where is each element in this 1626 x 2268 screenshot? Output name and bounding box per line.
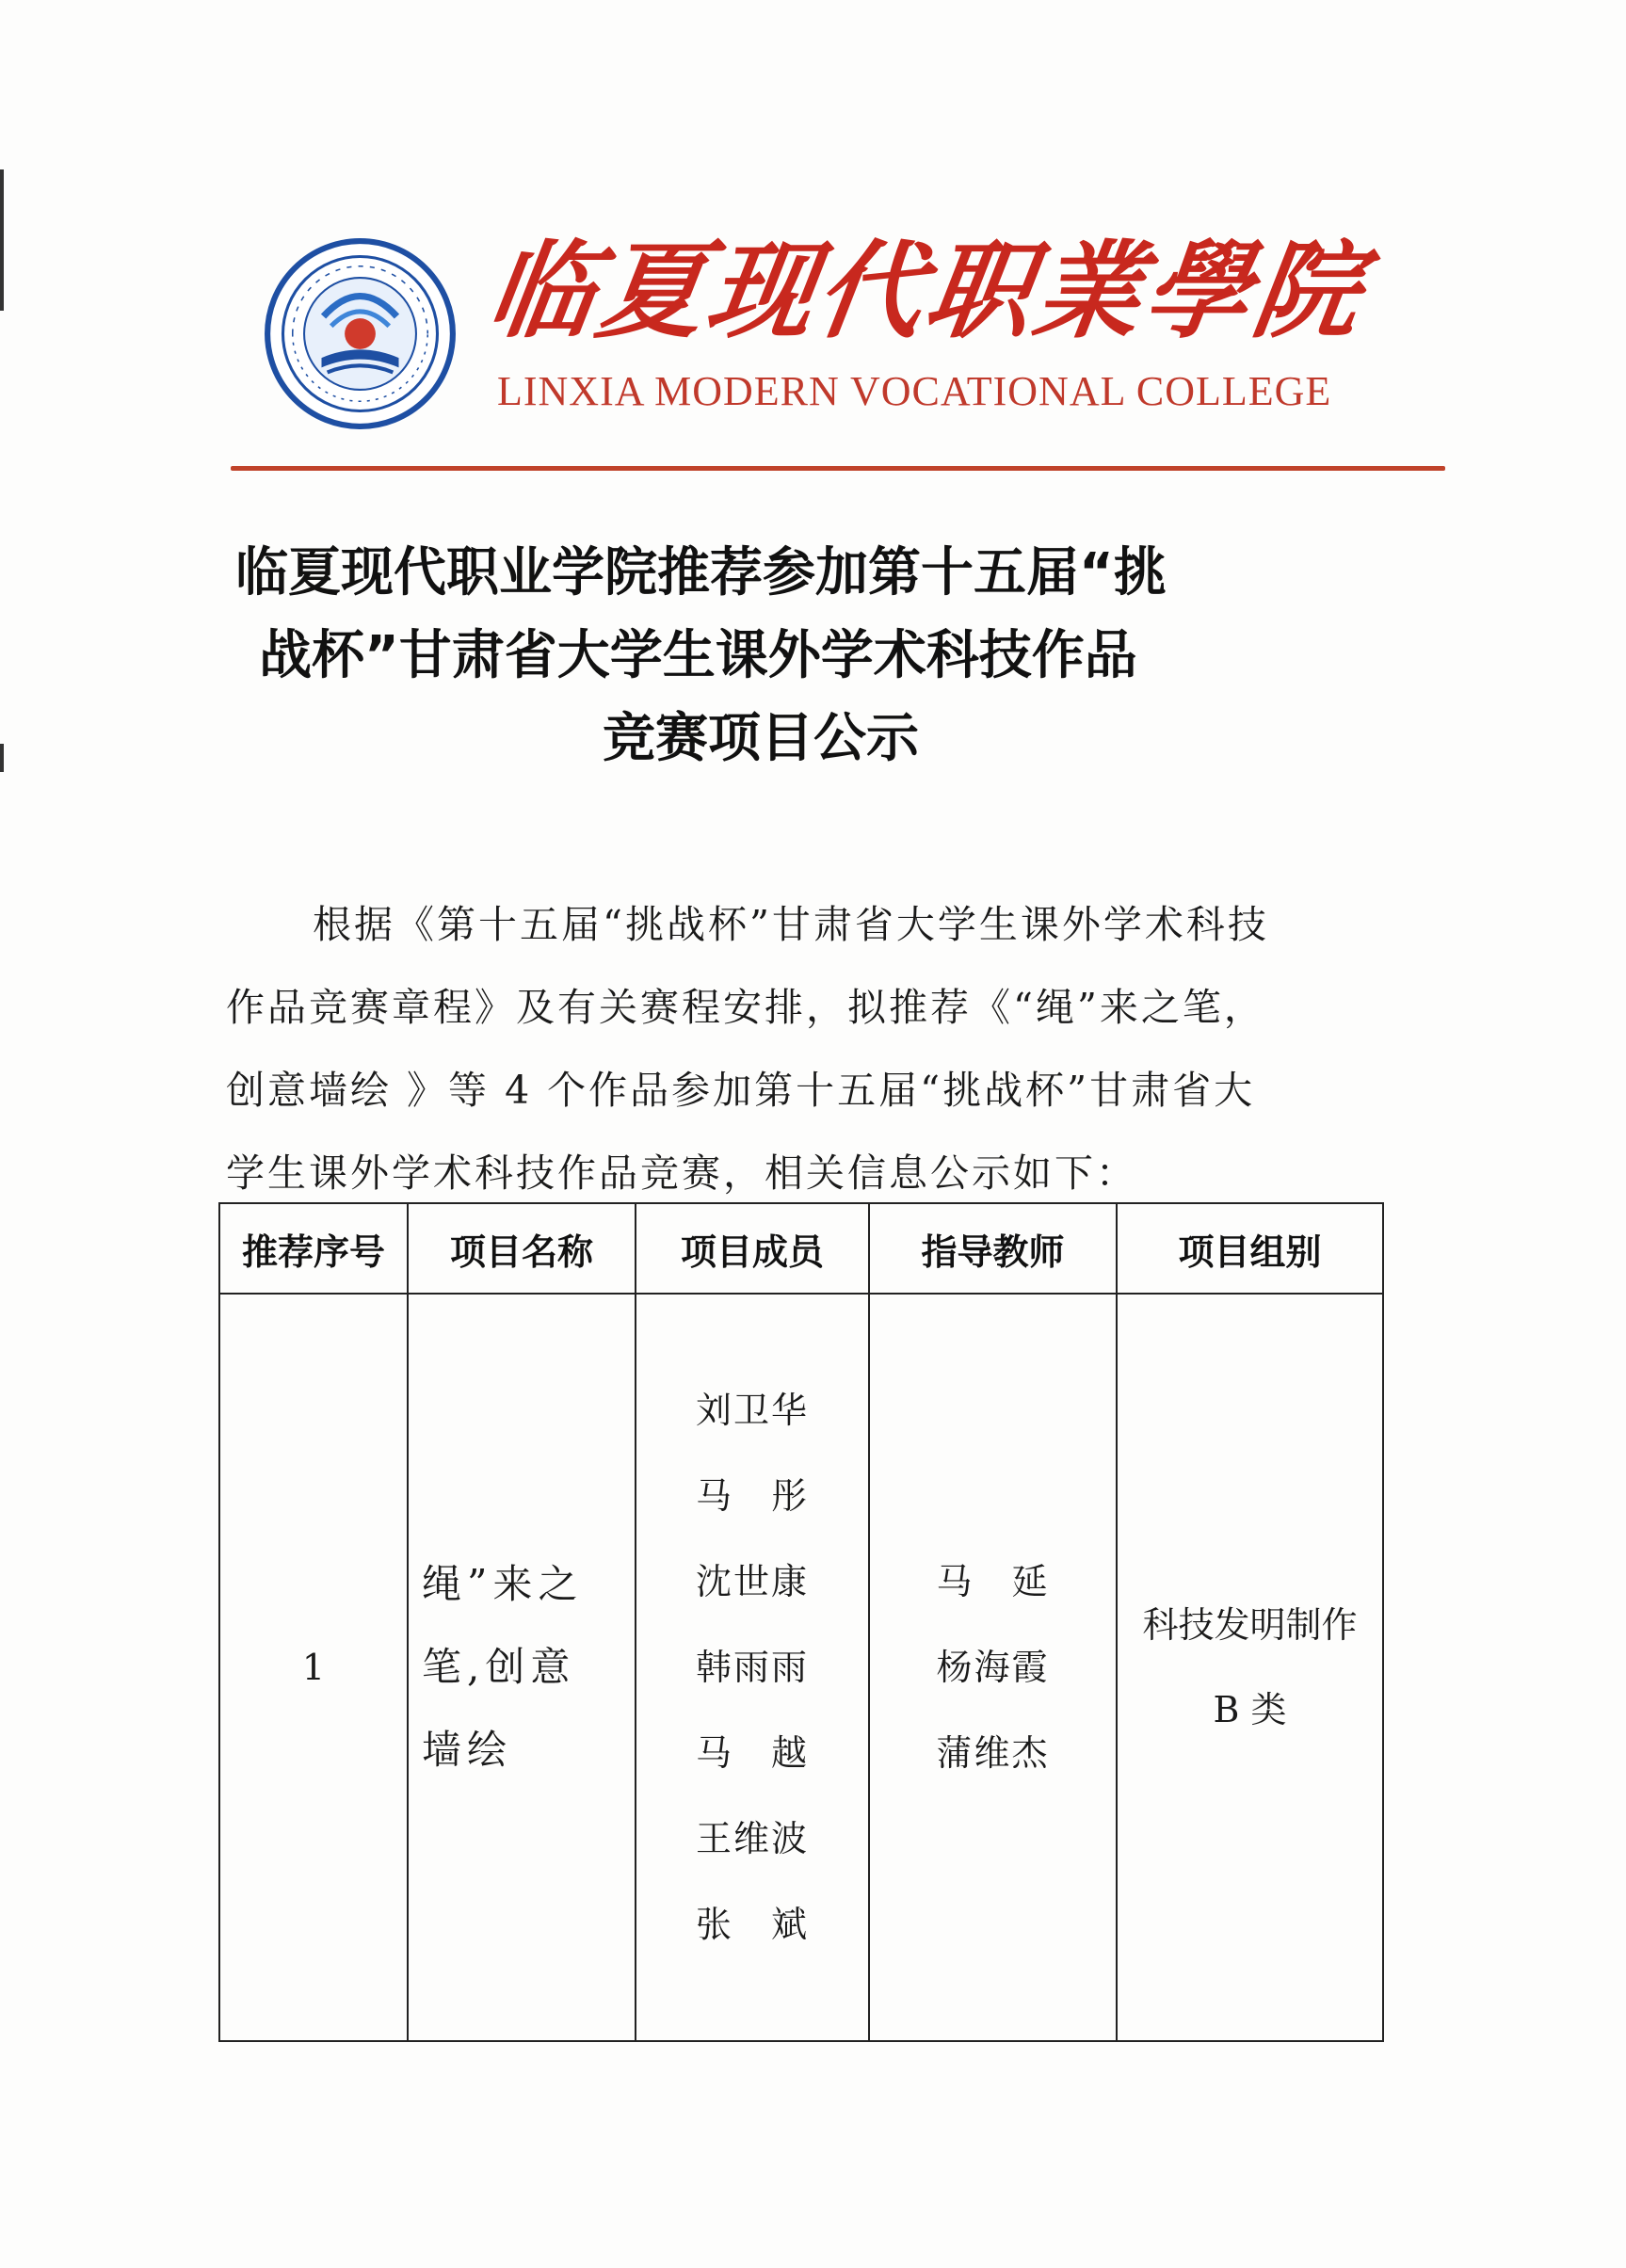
cell-members: [636, 1293, 868, 2042]
header-members: 项目成员: [680, 1231, 824, 1273]
college-name-en: LINXIA MODERN VOCATIONAL COLLEGE: [497, 368, 1332, 414]
header-project-name: 项目名称: [449, 1231, 593, 1273]
cell-group: [1118, 1293, 1382, 2042]
advisor-name: 蒲维杰: [936, 1731, 1050, 1774]
body-line-2: 作品竞赛章程》及有关赛程安排，拟推荐《“绳”来之笔，: [226, 985, 1265, 1030]
cell-project-name: [409, 1293, 635, 2042]
group-line-1: 科技发明制作: [1142, 1604, 1358, 1646]
header-index: 推荐序号: [241, 1231, 385, 1273]
scan-edge-mark: [0, 169, 4, 311]
document-title: [217, 532, 1384, 780]
college-name-cn: 临夏现代职業學院: [480, 230, 1373, 353]
project-table: [218, 1202, 1384, 2042]
row-index: 1: [301, 1647, 326, 1688]
member-name: 王维波: [695, 1817, 809, 1859]
body-line-4: 学生课外学术科技作品竞赛，相关信息公示如下：: [226, 1150, 1137, 1196]
header-advisors: 指导教师: [921, 1231, 1065, 1273]
title-line-2: 战杯”甘肃省大学生课外学术科技作品: [259, 625, 1137, 686]
cell-index: [220, 1293, 407, 2042]
title-line-3: 竞赛项目公示: [603, 708, 919, 769]
college-emblem-icon: [264, 237, 457, 430]
cell-advisors: [870, 1293, 1116, 2042]
letterhead: [254, 226, 1422, 452]
member-name: 沈世康: [695, 1560, 809, 1602]
group-line-2: B 类: [1213, 1689, 1287, 1730]
project-name: 绳”来之笔,创意墙绘: [422, 1561, 584, 1773]
advisor-name: 马 延: [936, 1560, 1050, 1602]
member-name: 刘卫华: [695, 1389, 809, 1431]
body-line-1: 根据《第十五届“挑战杯”甘肃省大学生课外学术科技: [313, 902, 1269, 947]
scan-edge-mark: [0, 744, 4, 772]
header-divider: [231, 466, 1445, 471]
title-line-1: 临夏现代职业学院推荐参加第十五届“挑: [235, 542, 1167, 603]
advisor-name: 杨海霞: [936, 1646, 1050, 1688]
header-group: 项目组别: [1178, 1231, 1322, 1273]
body-paragraph: [226, 883, 1365, 1214]
member-name: 张 斌: [695, 1903, 809, 1945]
member-name: 马 越: [695, 1731, 809, 1774]
member-name: 马 彤: [695, 1474, 809, 1517]
member-name: 韩雨雨: [695, 1646, 809, 1688]
body-line-3: 创意墙绘 》等 4 个作品参加第十五届“挑战杯”甘肃省大: [226, 1068, 1256, 1113]
